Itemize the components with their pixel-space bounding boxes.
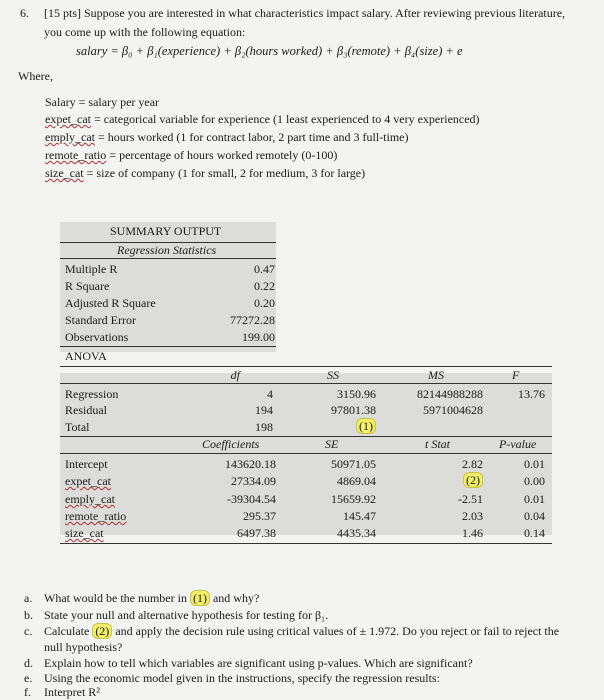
question-intro-line2: you come up with the following equation: bbox=[44, 25, 246, 39]
definition-remote-ratio: remote_ratio = percentage of hours worked remotely (0-100) bbox=[45, 148, 338, 162]
anova-ms: 82144988288 bbox=[417, 387, 483, 401]
where-label: Where, bbox=[18, 69, 53, 83]
blank-marker-1: (1) bbox=[356, 419, 376, 434]
question-number: 6. bbox=[20, 6, 29, 20]
coef-header-se: SE bbox=[325, 437, 339, 451]
coef-value: 143620.18 bbox=[225, 457, 276, 471]
coef-value: 295.37 bbox=[243, 509, 276, 523]
regression-equation: salary = β₀ + β₁(experience) + β₂(hours worked) + β₃(remote) + β₄(size) + e bbox=[76, 44, 463, 58]
p-value: 0.00 bbox=[524, 474, 545, 488]
anova-header-df: df bbox=[230, 368, 240, 382]
reg-stats-title: Regression Statistics bbox=[117, 243, 217, 257]
p-value: 0.01 bbox=[524, 457, 545, 471]
se-value: 145.47 bbox=[343, 509, 376, 523]
coef-row-label: Intercept bbox=[65, 457, 108, 471]
coef-row-label: emply_cat bbox=[65, 492, 115, 506]
coef-value: 6497.38 bbox=[237, 526, 276, 540]
part-b-text: State your null and alternative hypothesis for testing for β₁. bbox=[44, 608, 329, 622]
stat-label: Observations bbox=[65, 330, 129, 344]
definition-salary: Salary = salary per year bbox=[45, 95, 160, 109]
stat-value: 199.00 bbox=[242, 330, 275, 344]
stat-label: R Square bbox=[65, 279, 110, 293]
part-d-text: Explain how to tell which variables are significant using p-values. Which are significant? bbox=[44, 656, 473, 670]
divider bbox=[60, 436, 552, 437]
coef-value: -39304.54 bbox=[227, 492, 276, 506]
t-value: 2.03 bbox=[462, 509, 483, 523]
anova-ss: 97801.38 bbox=[331, 403, 376, 417]
se-value: 4869.04 bbox=[337, 474, 376, 488]
part-c-text: Calculate (2) and apply the decision rule using critical values of ± 1.972. Do you reject or fail to reject the bbox=[44, 624, 560, 638]
summary-title: SUMMARY OUTPUT bbox=[110, 224, 222, 238]
stat-label: Standard Error bbox=[65, 313, 136, 327]
divider bbox=[60, 346, 276, 347]
anova-header-ms: MS bbox=[428, 368, 444, 382]
part-letter: e. bbox=[24, 671, 33, 685]
t-value: -2.51 bbox=[458, 492, 483, 506]
coef-value: 27334.09 bbox=[231, 474, 276, 488]
part-a-text: What would be the number in (1) and why? bbox=[44, 591, 260, 605]
divider bbox=[60, 383, 552, 384]
definition-expet-cat: expet_cat = categorical variable for experience (1 least experienced to 4 very experienced) bbox=[45, 112, 480, 126]
anova-row-label: Residual bbox=[65, 403, 107, 417]
divider bbox=[60, 366, 552, 367]
coef-header-coef: Coefficients bbox=[202, 437, 260, 451]
se-value: 4435.34 bbox=[337, 526, 376, 540]
anova-title: ANOVA bbox=[65, 349, 107, 363]
part-letter: c. bbox=[24, 624, 33, 638]
definition-emply-cat: emply_cat = hours worked (1 for contract labor, 2 part time and 3 full-time) bbox=[45, 130, 409, 144]
part-c-text-cont: null hypothesis? bbox=[44, 640, 123, 654]
coef-header-p: P-value bbox=[499, 437, 537, 451]
part-letter: b. bbox=[24, 608, 33, 622]
stat-value: 0.47 bbox=[254, 262, 275, 276]
stat-label: Adjusted R Square bbox=[65, 296, 156, 310]
stat-value: 0.20 bbox=[254, 296, 275, 310]
divider bbox=[60, 258, 276, 259]
anova-f: 13.76 bbox=[518, 387, 545, 401]
part-letter: d. bbox=[24, 656, 33, 670]
coef-row-label: size_cat bbox=[65, 526, 104, 540]
anova-df: 198 bbox=[255, 420, 273, 434]
coef-row-label: expet_cat bbox=[65, 474, 111, 488]
se-value: 50971.05 bbox=[331, 457, 376, 471]
coef-header-t: t Stat bbox=[425, 437, 451, 451]
divider bbox=[60, 453, 552, 454]
part-e-text: Using the economic model given in the instructions, specify the regression results: bbox=[44, 671, 440, 685]
anova-row-label: Regression bbox=[65, 387, 119, 401]
t-value: 2.82 bbox=[462, 457, 483, 471]
p-value: 0.14 bbox=[524, 526, 545, 540]
anova-ms: 5971004628 bbox=[423, 403, 483, 417]
p-value: 0.01 bbox=[524, 492, 545, 506]
stat-value: 77272.28 bbox=[230, 313, 275, 327]
question-intro-line1: [15 pts] Suppose you are interested in what characteristics impact salary. After reviewing previous literature, bbox=[44, 6, 566, 20]
blank-marker-2: (2) bbox=[440, 473, 483, 488]
anova-df: 4 bbox=[267, 387, 273, 401]
part-f-text: Interpret R² bbox=[44, 685, 100, 699]
anova-row-label: Total bbox=[65, 420, 90, 434]
part-letter: f. bbox=[24, 685, 31, 699]
part-letter: a. bbox=[24, 591, 33, 605]
t-value: 1.46 bbox=[462, 526, 483, 540]
coef-row-label: remote_ratio bbox=[65, 509, 127, 523]
stat-label: Multiple R bbox=[65, 262, 118, 276]
stat-value: 0.22 bbox=[254, 279, 275, 293]
anova-ss: 3150.96 bbox=[337, 387, 376, 401]
se-value: 15659.92 bbox=[331, 492, 376, 506]
divider bbox=[60, 543, 552, 544]
anova-header-f: F bbox=[512, 368, 520, 382]
anova-df: 194 bbox=[255, 403, 273, 417]
definition-size-cat: size_cat = size of company (1 for small, 2 for medium, 3 for large) bbox=[45, 166, 366, 180]
anova-header-ss: SS bbox=[327, 368, 339, 382]
p-value: 0.04 bbox=[524, 509, 545, 523]
